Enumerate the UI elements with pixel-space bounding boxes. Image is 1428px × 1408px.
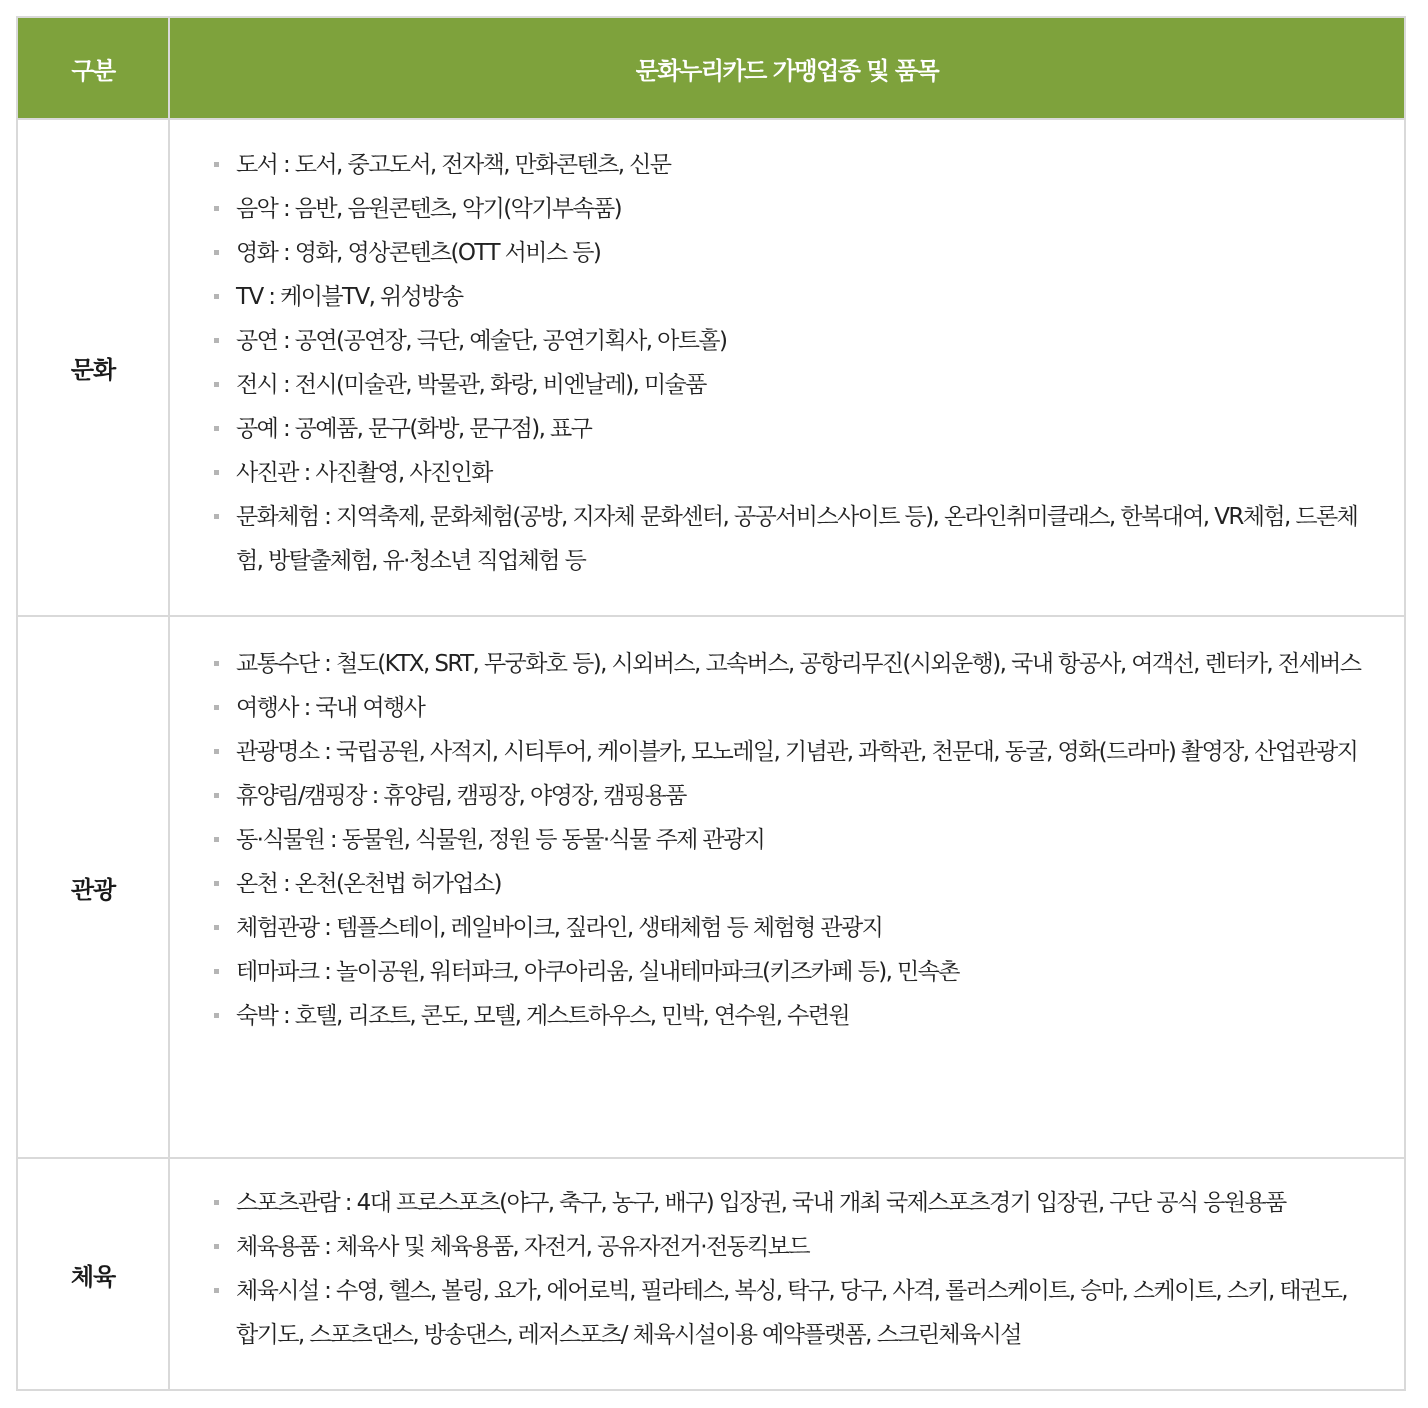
- list-item: [210, 1269, 1364, 1357]
- list-item: [210, 231, 1364, 275]
- list-item: [210, 686, 1364, 730]
- list-item: [210, 730, 1364, 774]
- bullet-icon: [214, 837, 219, 842]
- category-cell: 문화: [17, 119, 169, 616]
- table-row-tourism: [17, 616, 1405, 1158]
- list-item-text: 체험관광 : 템플스테이, 레일바이크, 짚라인, 생태체험 등 체험형 관광지: [236, 915, 883, 941]
- bullet-icon: [214, 749, 219, 754]
- bullet-icon: [214, 382, 219, 387]
- list-item-text: 영화 : 영화, 영상콘텐츠(OTT 서비스 등): [236, 240, 601, 266]
- bullet-icon: [214, 294, 219, 299]
- list-item: [210, 187, 1364, 231]
- item-list: [170, 120, 1404, 583]
- list-item-text: 체육용품 : 체육사 및 체육용품, 자전거, 공유자전거·전동킥보드: [236, 1234, 809, 1260]
- list-item: [210, 407, 1364, 451]
- header-items: 문화누리카드 가맹업종 및 품목: [169, 17, 1405, 119]
- table-row-culture: [17, 119, 1405, 616]
- list-item-text: 전시 : 전시(미술관, 박물관, 화랑, 비엔날레), 미술품: [236, 372, 706, 398]
- list-item-text: 스포츠관람 : 4대 프로스포츠(야구, 축구, 농구, 배구) 입장권, 국내 개최 국제스포츠경기 입장권, 구단 공식 응원용품: [236, 1190, 1286, 1216]
- list-item: [210, 774, 1364, 818]
- list-item: [210, 495, 1364, 583]
- list-item: [210, 642, 1364, 686]
- bullet-icon: [214, 206, 219, 211]
- list-item-text: 공연 : 공연(공연장, 극단, 예술단, 공연기획사, 아트홀): [236, 328, 727, 354]
- items-cell: [169, 1158, 1405, 1390]
- item-list: [170, 1159, 1404, 1357]
- table-header-row: [17, 17, 1405, 119]
- bullet-icon: [214, 705, 219, 710]
- list-item-text: 동·식물원 : 동물원, 식물원, 정원 등 동물·식물 주제 관광지: [236, 827, 765, 853]
- bullet-icon: [214, 426, 219, 431]
- bullet-icon: [214, 338, 219, 343]
- list-item: [210, 451, 1364, 495]
- items-cell: [169, 616, 1405, 1158]
- list-item: [210, 994, 1364, 1038]
- list-item-text: 사진관 : 사진촬영, 사진인화: [236, 460, 492, 486]
- list-item-text: TV : 케이블TV, 위성방송: [236, 284, 463, 310]
- list-item: [210, 818, 1364, 862]
- list-item-text: 공예 : 공예품, 문구(화방, 문구점), 표구: [236, 416, 592, 442]
- bullet-icon: [214, 881, 219, 886]
- bullet-icon: [214, 1244, 219, 1249]
- list-item-text: 휴양림/캠핑장 : 휴양림, 캠핑장, 야영장, 캠핑용품: [236, 783, 686, 809]
- list-item: [210, 1181, 1364, 1225]
- bullet-icon: [214, 162, 219, 167]
- list-item-text: 관광명소 : 국립공원, 사적지, 시티투어, 케이블카, 모노레일, 기념관, 과학관, 천문대, 동굴, 영화(드라마) 촬영장, 산업관광지: [236, 739, 1358, 765]
- list-item-text: 문화체험 : 지역축제, 문화체험(공방, 지자체 문화센터, 공공서비스사이트 등), 온라인취미클래스, 한복대여, VR체험, 드론체험, 방탈출체험, 유·청소년 직업체험 등: [236, 504, 1358, 574]
- list-item-text: 도서 : 도서, 중고도서, 전자책, 만화콘텐츠, 신문: [236, 152, 671, 178]
- bullet-icon: [214, 925, 219, 930]
- list-item: [210, 319, 1364, 363]
- list-item-text: 테마파크 : 놀이공원, 워터파크, 아쿠아리움, 실내테마파크(키즈카페 등), 민속촌: [236, 959, 959, 985]
- list-item-text: 여행사 : 국내 여행사: [236, 695, 425, 721]
- bullet-icon: [214, 250, 219, 255]
- category-cell: 관광: [17, 616, 169, 1158]
- bullet-icon: [214, 470, 219, 475]
- list-item-text: 숙박 : 호텔, 리조트, 콘도, 모텔, 게스트하우스, 민박, 연수원, 수련원: [236, 1003, 849, 1029]
- list-item: [210, 950, 1364, 994]
- bullet-icon: [214, 969, 219, 974]
- bullet-icon: [214, 793, 219, 798]
- list-item: [210, 862, 1364, 906]
- list-item: [210, 143, 1364, 187]
- list-item: [210, 275, 1364, 319]
- bullet-icon: [214, 661, 219, 666]
- affiliate-category-table: [16, 16, 1406, 1391]
- bullet-icon: [214, 1200, 219, 1205]
- list-item-text: 체육시설 : 수영, 헬스, 볼링, 요가, 에어로빅, 필라테스, 복싱, 탁구, 당구, 사격, 롤러스케이트, 승마, 스케이트, 스키, 태권도, 합기도, 스포츠댄스, 방송댄스, 레저스포츠/ 체육시설이용 예약플랫폼, 스크린체육시설: [236, 1278, 1348, 1348]
- list-item: [210, 363, 1364, 407]
- category-cell: 체육: [17, 1158, 169, 1390]
- list-item: [210, 1225, 1364, 1269]
- table-row-sports: [17, 1158, 1405, 1390]
- list-item-text: 교통수단 : 철도(KTX, SRT, 무궁화호 등), 시외버스, 고속버스, 공항리무진(시외운행), 국내 항공사, 여객선, 렌터카, 전세버스: [236, 651, 1361, 677]
- items-cell: [169, 119, 1405, 616]
- item-list: [170, 617, 1404, 1038]
- list-item-text: 온천 : 온천(온천법 허가업소): [236, 871, 501, 897]
- list-item-text: 음악 : 음반, 음원콘텐츠, 악기(악기부속품): [236, 196, 622, 222]
- header-category: 구분: [17, 17, 169, 119]
- list-item: [210, 906, 1364, 950]
- bullet-icon: [214, 1288, 219, 1293]
- bullet-icon: [214, 1013, 219, 1018]
- bullet-icon: [214, 514, 219, 519]
